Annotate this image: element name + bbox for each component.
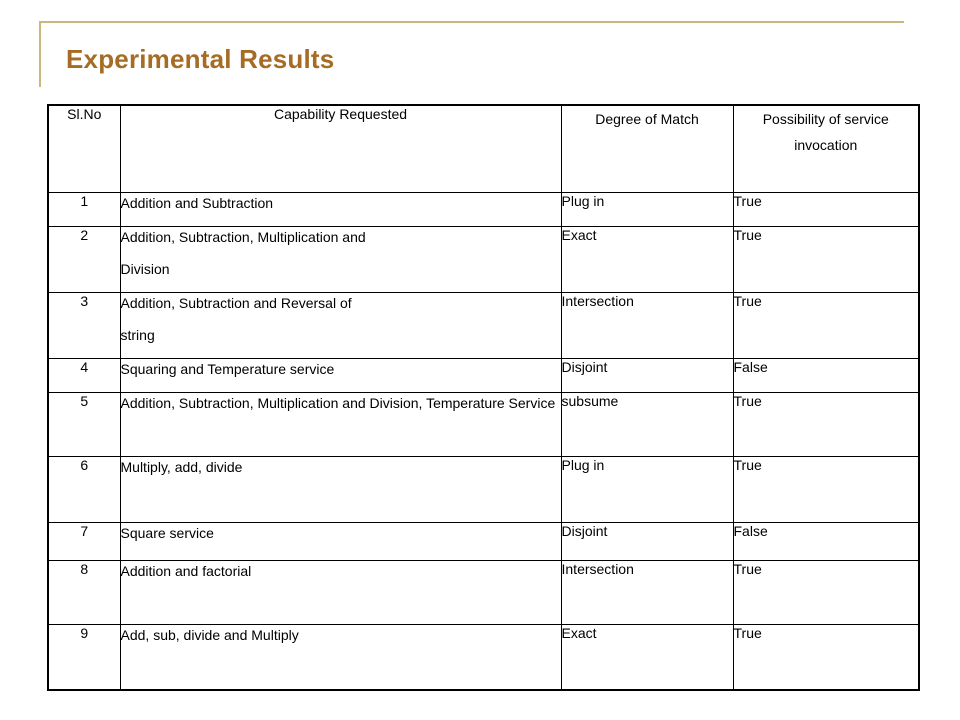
table-row: [48, 523, 919, 561]
capability-line: string: [120, 327, 155, 343]
row-degree: Exact: [561, 625, 733, 690]
capability-line: Add, sub, divide and Multiply: [120, 627, 299, 643]
header-capability: Capability Requested: [120, 105, 561, 193]
capability-line: Addition and factorial: [120, 563, 252, 579]
row-degree: Intersection: [561, 293, 733, 359]
decorative-top-line: [40, 21, 904, 23]
row-capability: [120, 457, 561, 523]
capability-line: Multiply, add, divide: [120, 459, 243, 475]
row-degree: subsume: [561, 393, 733, 457]
row-degree: Disjoint: [561, 523, 733, 561]
capability-line: Addition, Subtraction, Multiplication and Division, Temperature Service: [120, 395, 556, 411]
header-slno: Sl.No: [48, 105, 120, 193]
row-number: 9: [48, 625, 120, 690]
slide-title: Experimental Results: [66, 44, 335, 74]
row-possibility: True: [733, 625, 919, 690]
row-number: 7: [48, 523, 120, 561]
row-possibility: False: [733, 359, 919, 393]
row-number: 3: [48, 293, 120, 359]
row-degree: Intersection: [561, 561, 733, 625]
row-possibility: False: [733, 523, 919, 561]
row-number: 4: [48, 359, 120, 393]
capability-line: Addition, Subtraction, Multiplication and: [120, 229, 366, 245]
table-header-row: [48, 105, 919, 193]
row-number: 6: [48, 457, 120, 523]
results-table: [47, 104, 920, 691]
capability-line: Division: [120, 261, 170, 277]
row-capability: [120, 193, 561, 227]
row-capability: [120, 561, 561, 625]
row-capability: [120, 359, 561, 393]
capability-line: Addition and Subtraction: [120, 195, 274, 211]
row-possibility: True: [733, 227, 919, 293]
decorative-left-line: [39, 21, 41, 87]
row-possibility: True: [733, 393, 919, 457]
row-degree: Disjoint: [561, 359, 733, 393]
capability-line: Square service: [120, 525, 214, 541]
row-capability: [120, 393, 561, 457]
capability-line: Squaring and Temperature service: [120, 361, 335, 377]
row-degree: Exact: [561, 227, 733, 293]
row-possibility: True: [733, 457, 919, 523]
header-degree: Degree of Match: [561, 105, 733, 193]
row-degree: Plug in: [561, 457, 733, 523]
table-row: [48, 457, 919, 523]
row-number: 1: [48, 193, 120, 227]
table-row: [48, 625, 919, 690]
capability-line: Addition, Subtraction and Reversal of: [120, 295, 352, 311]
row-number: 8: [48, 561, 120, 625]
row-capability: [120, 523, 561, 561]
table-row: [48, 193, 919, 227]
row-capability: [120, 625, 561, 690]
row-number: 5: [48, 393, 120, 457]
row-number: 2: [48, 227, 120, 293]
row-possibility: True: [733, 293, 919, 359]
row-possibility: True: [733, 561, 919, 625]
row-possibility: True: [733, 193, 919, 227]
row-capability: [120, 293, 561, 359]
table-row: [48, 227, 919, 293]
table-row: [48, 561, 919, 625]
table-row: [48, 293, 919, 359]
row-degree: Plug in: [561, 193, 733, 227]
table-row: [48, 393, 919, 457]
header-possibility: Possibility of service invocation: [733, 105, 919, 193]
table-row: [48, 359, 919, 393]
row-capability: [120, 227, 561, 293]
